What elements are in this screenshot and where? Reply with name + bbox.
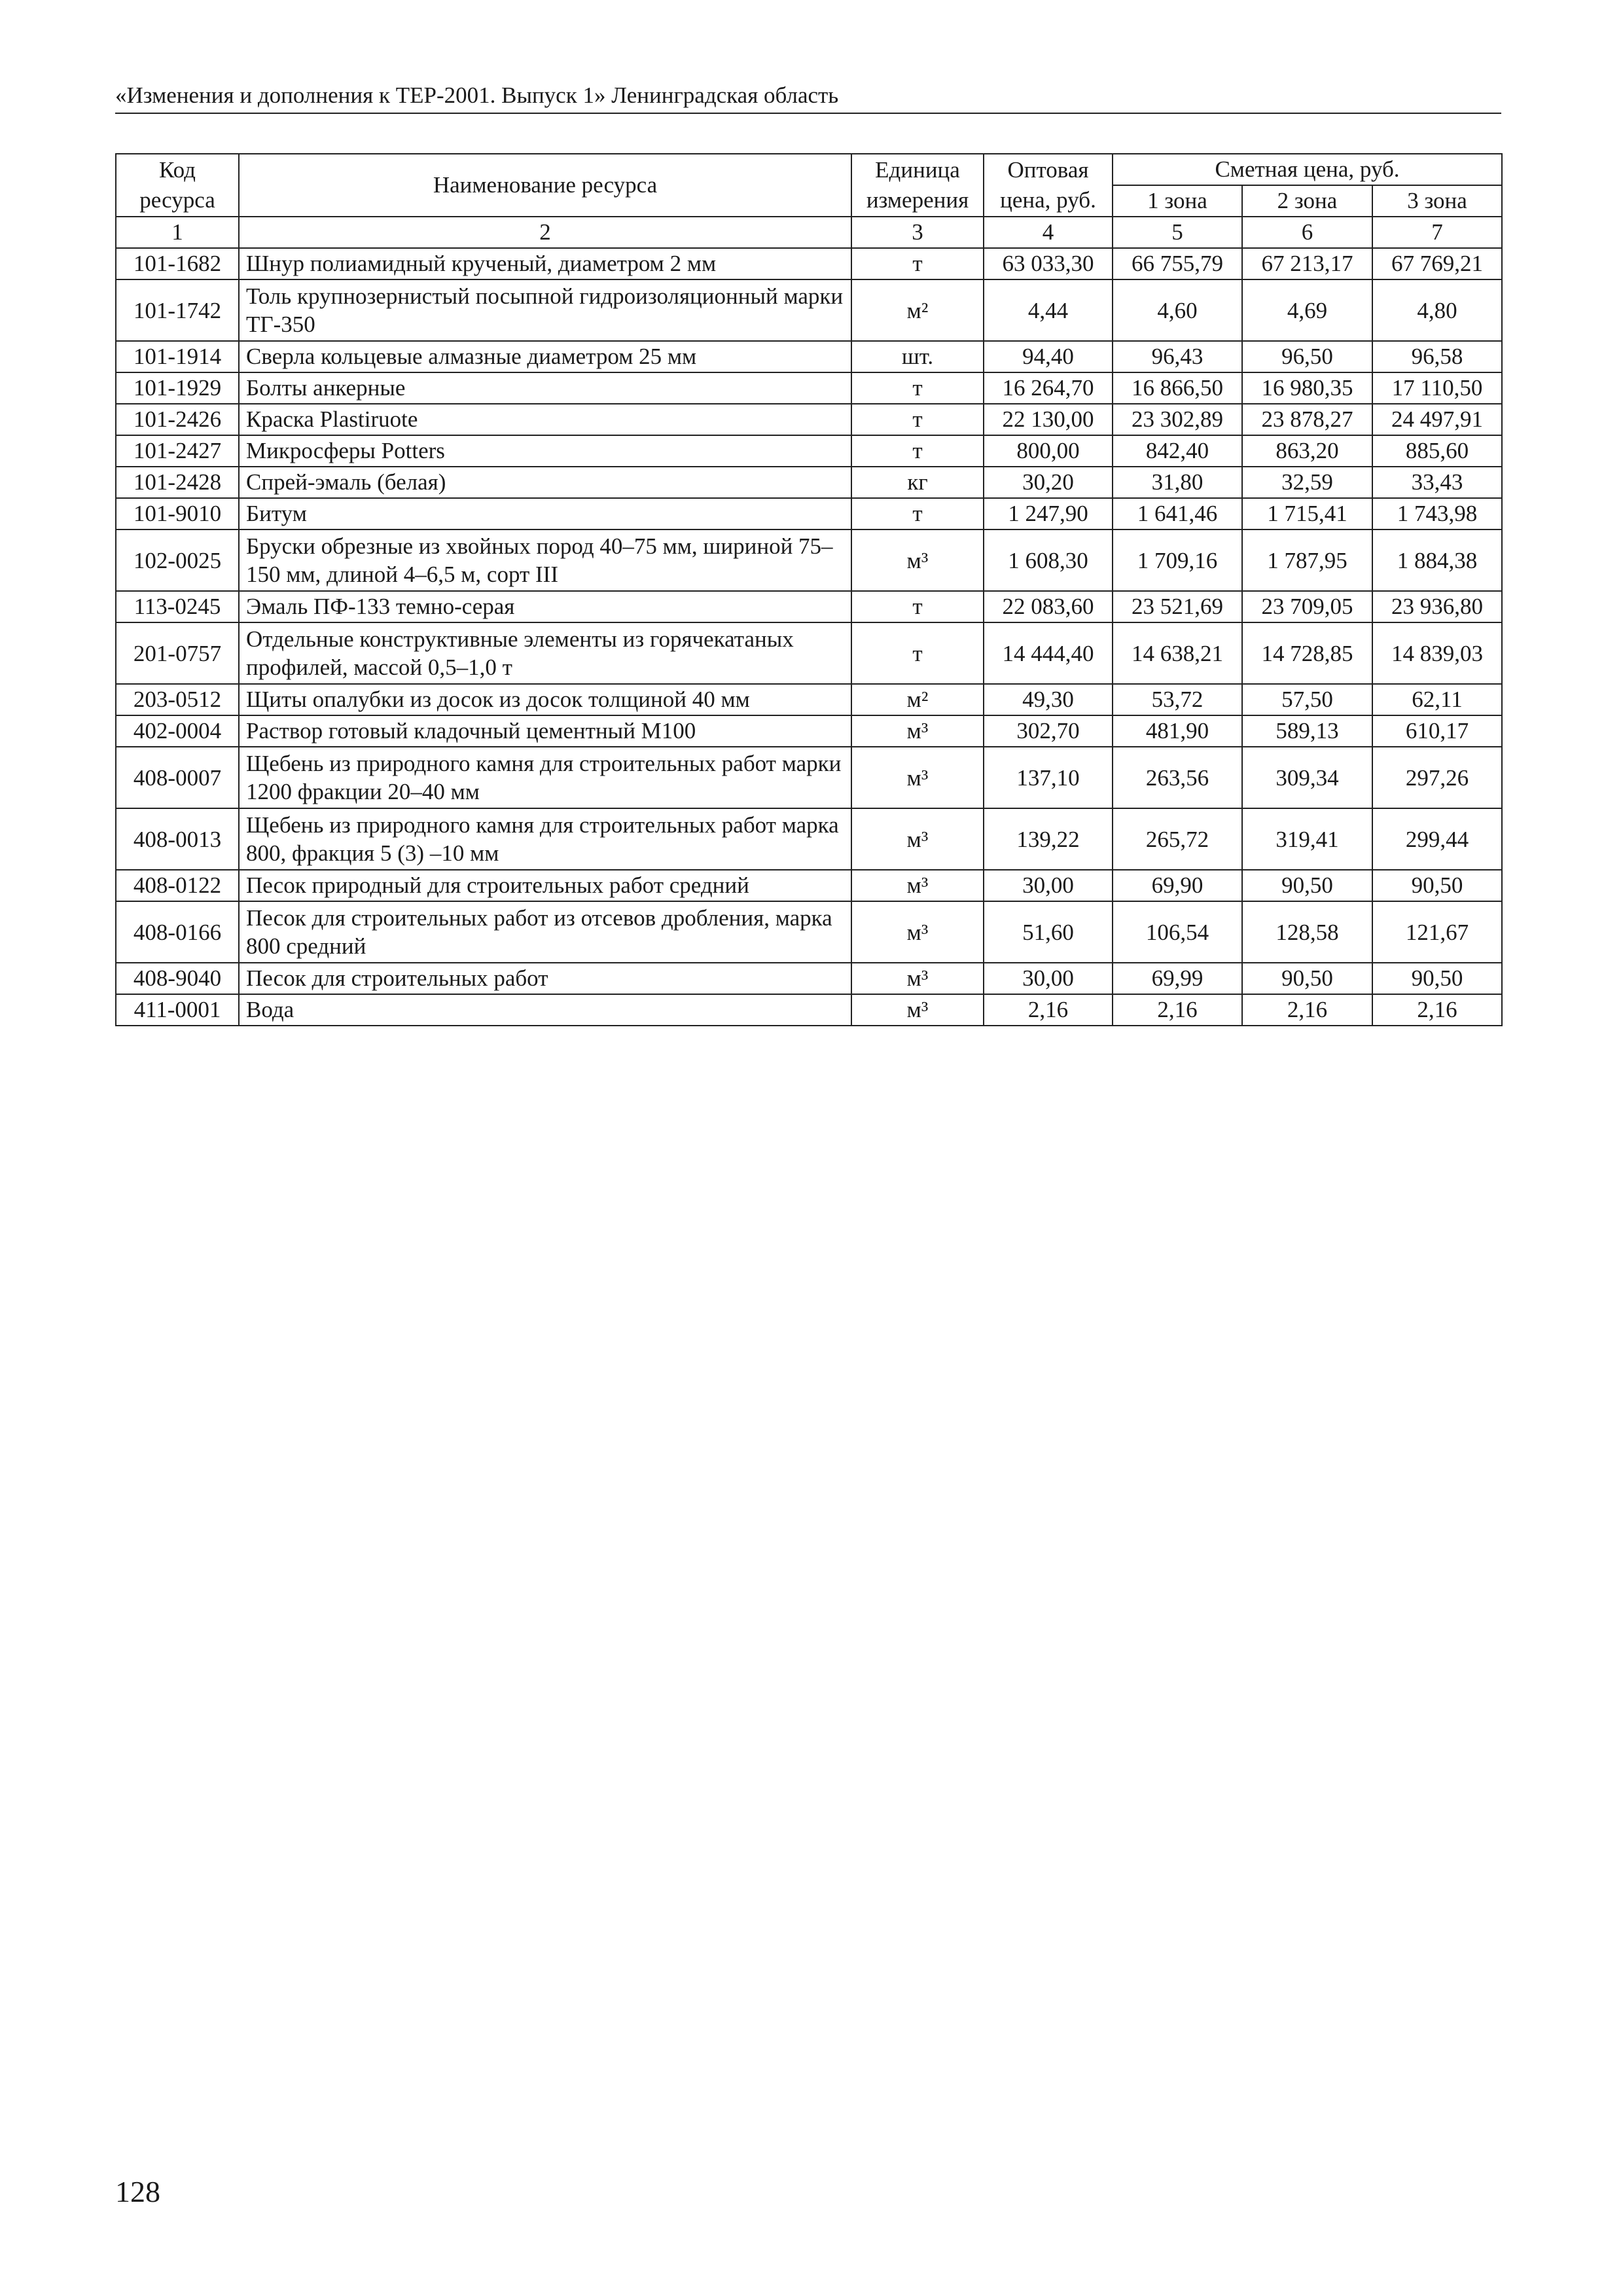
cell-name: Бруски обрезные из хвойных пород 40–75 мм, шириной 75–150 мм, длиной 4–6,5 м, сорт III [239,529,851,591]
table-row [116,747,1502,808]
cell-zone-2-price: 4,69 [1242,279,1372,341]
table-body [116,248,1502,1026]
cell-zone-2-price: 96,50 [1242,341,1372,372]
cell-code: 408-9040 [116,963,239,994]
table-row [116,498,1502,529]
cell-wholesale-price: 22 130,00 [984,404,1113,435]
cell-zone-2-price: 14 728,85 [1242,622,1372,684]
cell-wholesale-price: 800,00 [984,435,1113,467]
cell-code: 203-0512 [116,684,239,715]
cell-unit: т [851,372,984,404]
cell-zone-2-price: 309,34 [1242,747,1372,808]
cell-name: Болты анкерные [239,372,851,404]
cell-zone-3-price: 33,43 [1372,467,1502,498]
cell-name: Эмаль ПФ-133 темно-серая [239,591,851,622]
cell-zone-2-price: 23 709,05 [1242,591,1372,622]
cell-zone-1-price: 842,40 [1113,435,1242,467]
cell-zone-2-price: 23 878,27 [1242,404,1372,435]
table-row [116,808,1502,870]
cell-unit: м³ [851,808,984,870]
cell-zone-1-price: 96,43 [1113,341,1242,372]
cell-zone-1-price: 481,90 [1113,715,1242,747]
column-number: 1 [116,217,239,248]
cell-wholesale-price: 30,00 [984,870,1113,901]
table-row [116,529,1502,591]
cell-zone-3-price: 1 743,98 [1372,498,1502,529]
cell-zone-2-price: 16 980,35 [1242,372,1372,404]
cell-zone-3-price: 90,50 [1372,963,1502,994]
cell-name: Шнур полиамидный крученый, диаметром 2 мм [239,248,851,279]
cell-wholesale-price: 51,60 [984,901,1113,963]
cell-wholesale-price: 1 247,90 [984,498,1113,529]
header-zone-3: 3 зона [1372,185,1502,217]
cell-code: 408-0166 [116,901,239,963]
cell-wholesale-price: 94,40 [984,341,1113,372]
cell-name: Отдельные конструктивные элементы из горячекатаных профилей, массой 0,5–1,0 т [239,622,851,684]
cell-wholesale-price: 30,20 [984,467,1113,498]
cell-zone-3-price: 24 497,91 [1372,404,1502,435]
price-table [115,153,1503,1026]
column-number: 4 [984,217,1113,248]
cell-zone-1-price: 23 521,69 [1113,591,1242,622]
cell-zone-3-price: 2,16 [1372,994,1502,1026]
cell-unit: т [851,498,984,529]
cell-wholesale-price: 139,22 [984,808,1113,870]
table-row [116,435,1502,467]
cell-zone-1-price: 263,56 [1113,747,1242,808]
cell-zone-1-price: 2,16 [1113,994,1242,1026]
cell-code: 101-2426 [116,404,239,435]
cell-zone-2-price: 863,20 [1242,435,1372,467]
cell-unit: т [851,622,984,684]
table-row [116,684,1502,715]
cell-zone-3-price: 610,17 [1372,715,1502,747]
cell-name: Вода [239,994,851,1026]
header-zone-2: 2 зона [1242,185,1372,217]
cell-unit: м² [851,684,984,715]
table-row [116,622,1502,684]
cell-unit: м³ [851,715,984,747]
cell-zone-2-price: 90,50 [1242,963,1372,994]
cell-unit: т [851,404,984,435]
cell-zone-1-price: 265,72 [1113,808,1242,870]
cell-name: Щиты опалубки из досок из досок толщиной 40 мм [239,684,851,715]
cell-zone-2-price: 319,41 [1242,808,1372,870]
cell-zone-2-price: 128,58 [1242,901,1372,963]
cell-wholesale-price: 49,30 [984,684,1113,715]
cell-zone-2-price: 1 715,41 [1242,498,1372,529]
cell-zone-3-price: 4,80 [1372,279,1502,341]
cell-unit: шт. [851,341,984,372]
cell-unit: м³ [851,901,984,963]
cell-zone-1-price: 16 866,50 [1113,372,1242,404]
cell-name: Песок природный для строительных работ средний [239,870,851,901]
table-row [116,994,1502,1026]
column-number: 5 [1113,217,1242,248]
table-row [116,467,1502,498]
cell-unit: м³ [851,994,984,1026]
cell-wholesale-price: 30,00 [984,963,1113,994]
table-row [116,963,1502,994]
cell-zone-3-price: 1 884,38 [1372,529,1502,591]
table-header [116,154,1502,248]
cell-zone-1-price: 69,90 [1113,870,1242,901]
cell-code: 411-0001 [116,994,239,1026]
cell-unit: т [851,591,984,622]
cell-zone-1-price: 53,72 [1113,684,1242,715]
cell-zone-3-price: 297,26 [1372,747,1502,808]
cell-wholesale-price: 22 083,60 [984,591,1113,622]
table-row [116,591,1502,622]
table-row [116,341,1502,372]
cell-name: Сверла кольцевые алмазные диаметром 25 мм [239,341,851,372]
cell-code: 113-0245 [116,591,239,622]
cell-code: 101-9010 [116,498,239,529]
header-zone-1: 1 зона [1113,185,1242,217]
cell-zone-2-price: 67 213,17 [1242,248,1372,279]
cell-wholesale-price: 14 444,40 [984,622,1113,684]
cell-wholesale-price: 1 608,30 [984,529,1113,591]
cell-wholesale-price: 4,44 [984,279,1113,341]
table-row [116,372,1502,404]
cell-name: Спрей-эмаль (белая) [239,467,851,498]
header-code: Код ресурса [116,154,239,217]
cell-zone-1-price: 69,99 [1113,963,1242,994]
cell-zone-1-price: 1 709,16 [1113,529,1242,591]
cell-zone-1-price: 23 302,89 [1113,404,1242,435]
cell-zone-2-price: 1 787,95 [1242,529,1372,591]
cell-zone-2-price: 589,13 [1242,715,1372,747]
cell-zone-1-price: 66 755,79 [1113,248,1242,279]
cell-zone-3-price: 23 936,80 [1372,591,1502,622]
cell-code: 102-0025 [116,529,239,591]
cell-unit: т [851,248,984,279]
cell-zone-3-price: 90,50 [1372,870,1502,901]
cell-zone-1-price: 1 641,46 [1113,498,1242,529]
cell-code: 408-0122 [116,870,239,901]
table-row [116,870,1502,901]
cell-wholesale-price: 63 033,30 [984,248,1113,279]
header-rule [115,113,1501,114]
cell-wholesale-price: 137,10 [984,747,1113,808]
table-row [116,279,1502,341]
cell-zone-1-price: 31,80 [1113,467,1242,498]
cell-code: 101-1914 [116,341,239,372]
cell-zone-3-price: 62,11 [1372,684,1502,715]
cell-name: Щебень из природного камня для строительных работ марки 1200 фракции 20–40 мм [239,747,851,808]
cell-name: Толь крупнозернистый посыпной гидроизоляционный марки ТГ-350 [239,279,851,341]
cell-unit: м² [851,279,984,341]
cell-name: Песок для строительных работ [239,963,851,994]
cell-zone-3-price: 17 110,50 [1372,372,1502,404]
cell-zone-2-price: 32,59 [1242,467,1372,498]
column-number-row [116,217,1502,248]
cell-zone-3-price: 299,44 [1372,808,1502,870]
cell-name: Битум [239,498,851,529]
cell-unit: м³ [851,529,984,591]
cell-name: Раствор готовый кладочный цементный М100 [239,715,851,747]
cell-zone-1-price: 14 638,21 [1113,622,1242,684]
cell-code: 408-0007 [116,747,239,808]
column-number: 2 [239,217,851,248]
cell-code: 101-2427 [116,435,239,467]
column-number: 3 [851,217,984,248]
cell-wholesale-price: 302,70 [984,715,1113,747]
cell-code: 101-1682 [116,248,239,279]
column-number: 7 [1372,217,1502,248]
cell-code: 101-1929 [116,372,239,404]
cell-zone-3-price: 14 839,03 [1372,622,1502,684]
cell-name: Щебень из природного камня для строительных работ марка 800, фракция 5 (3) –10 мм [239,808,851,870]
header-unit: Единица измерения [851,154,984,217]
cell-zone-3-price: 885,60 [1372,435,1502,467]
cell-zone-1-price: 106,54 [1113,901,1242,963]
cell-code: 402-0004 [116,715,239,747]
cell-zone-1-price: 4,60 [1113,279,1242,341]
cell-name: Микросферы Potters [239,435,851,467]
cell-wholesale-price: 16 264,70 [984,372,1113,404]
cell-unit: т [851,435,984,467]
header-wholesale-price: Оптовая цена, руб. [984,154,1113,217]
table-row [116,901,1502,963]
cell-zone-2-price: 90,50 [1242,870,1372,901]
cell-zone-2-price: 57,50 [1242,684,1372,715]
cell-code: 101-2428 [116,467,239,498]
cell-zone-3-price: 96,58 [1372,341,1502,372]
cell-unit: кг [851,467,984,498]
cell-unit: м³ [851,870,984,901]
running-header: «Изменения и дополнения к ТЕР-2001. Выпуск 1» Ленинградская область [115,82,839,108]
column-number: 6 [1242,217,1372,248]
cell-code: 201-0757 [116,622,239,684]
cell-wholesale-price: 2,16 [984,994,1113,1026]
cell-zone-3-price: 121,67 [1372,901,1502,963]
cell-zone-3-price: 67 769,21 [1372,248,1502,279]
table-row [116,404,1502,435]
cell-code: 101-1742 [116,279,239,341]
cell-unit: м³ [851,963,984,994]
cell-zone-2-price: 2,16 [1242,994,1372,1026]
cell-unit: м³ [851,747,984,808]
header-name: Наименование ресурса [239,154,851,217]
cell-code: 408-0013 [116,808,239,870]
cell-name: Краска Plastiruote [239,404,851,435]
header-estimate-price: Сметная цена, руб. [1113,154,1502,185]
table-row [116,715,1502,747]
cell-name: Песок для строительных работ из отсевов дробления, марка 800 средний [239,901,851,963]
page-number: 128 [115,2175,160,2208]
table-row [116,248,1502,279]
